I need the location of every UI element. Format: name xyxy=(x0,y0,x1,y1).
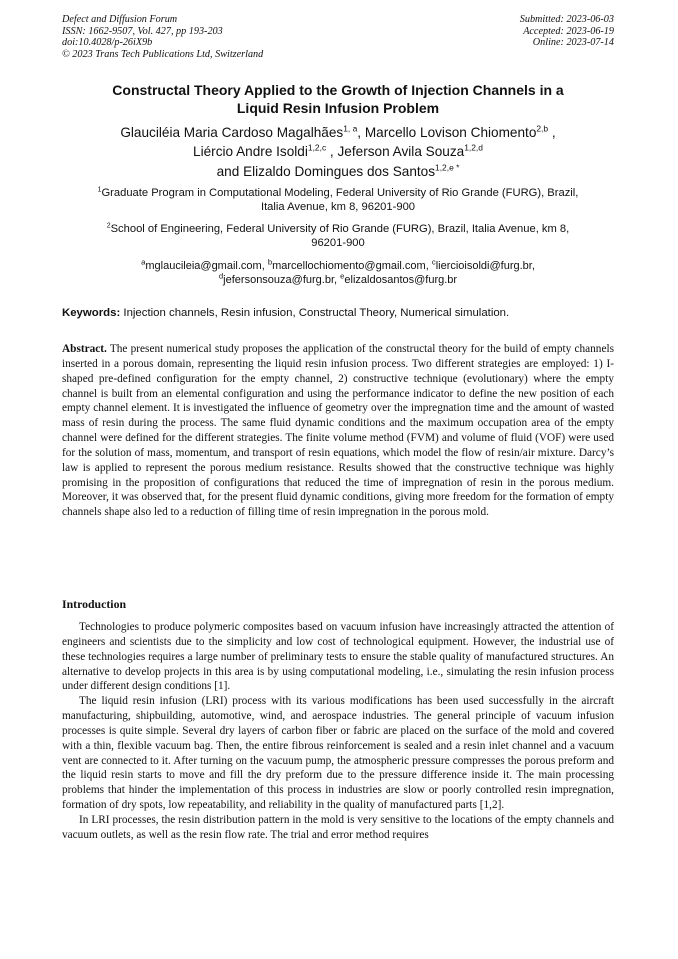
journal-header-right xyxy=(520,14,614,49)
email-line-1: $^a$mglaucileia@gmail.com, $^b$marcellochiomento@gmail.com, $^c$liercioisoldi@furg.br, xyxy=(141,257,535,272)
author-conjunction: and xyxy=(216,163,240,179)
keywords-label: Keywords: xyxy=(62,307,121,319)
email-marker: a xyxy=(141,257,146,267)
introduction-body xyxy=(62,620,614,843)
author-line-2: Liércio Andre Isoldi$^{1,2,c}$ , Jeferson Avila Souza$^{1,2,d}$ xyxy=(193,142,483,160)
author-line-3 xyxy=(62,162,614,181)
affiliation-2 xyxy=(62,222,614,250)
abstract-label: Abstract. xyxy=(62,343,107,355)
paper-title-line-1: Constructal Theory Applied to the Growth of Injection Channels in a xyxy=(112,82,564,98)
affiliation-number: 1 xyxy=(97,186,102,194)
paragraph: The liquid resin infusion (LRI) process with its various modifications has been used successfully in the aircraft manufacturing, shipbuilding, automotive, wind, and aerospace industries. The general principle of vacuum infusion processes is quite simple. Several dry layers of carbon fiber or fabric are placed on the surface of the mold and covered with a thin, flexible vacuum bag. Then, the entire fibrous reinforcement is sealed and a resin inlet channel and a vacuum vent are connected to it. After turning on the vacuum pump, the atmospheric pressure compresses the porous preform and the liquid resin starts to move and fill the dry preform due to the pressure difference inside it. The main processing problems that hinder the implementation of this process in industries are slow or poorly controlled resin impregnation, formation of dry spots, low repeatability, and reliability in the quality of manufactured parts [1,2]. xyxy=(62,695,614,812)
email-link[interactable]: mglaucileia@gmail.com xyxy=(145,260,262,272)
journal-doi[interactable]: doi:10.4028/p-26iX9b xyxy=(62,37,153,49)
affiliation-1-line-1 xyxy=(62,186,614,200)
email-link[interactable]: elizaldosantos@furg.br xyxy=(344,274,458,286)
email-marker: d xyxy=(218,271,224,281)
author-affiliation-marker: 2,b xyxy=(536,123,549,134)
email-marker: b xyxy=(267,257,273,267)
author-affiliation-marker: 1, a xyxy=(343,123,358,134)
author-name: Glauciléia Maria Cardoso Magalhães xyxy=(120,125,344,140)
affiliation-number: 2 xyxy=(106,222,111,230)
abstract-text: The present numerical study proposes the application of the constructal theory for the build of empty channels inserted in a porous domain, representing the liquid resin infusion process. Two different strategies are employed: 1) I-shaped pre-defined configuration for the empty channel, 2) constructive technique (evolutionary) where the empty channel is built from an elemental configuration and using the performance indicator to define the new position of each empty channel element. It is investigated the influence of geometry over the impregnation time and the amount of wasted mass of resin during the process. The same fluid dynamic conditions and the maximum occupation area of the empty channel were defined for the different strategies. The finite volume method (FVM) and volume of fluid (VOF) were used for the solution of mass, momentum, and transport of resin equations, which model the flow of resin/air mixture. Darcy’s law is applied to represent the porous medium resistance. Results showed that the constructive technique was highly promising in the proposition of configurations that reduced the time of impregnation of resin in the porous medium. Moreover, it was observed that, for the present fluid dynamic conditions, giving more freedom for the formation of empty channels shape also led to a reduction of filling time of resin impregnation in the porous mold. xyxy=(62,343,615,519)
author-affiliation-marker: 1,2,e * xyxy=(435,162,460,173)
email-marker: e xyxy=(340,271,345,281)
email-link[interactable]: marcellochiomento@gmail.com xyxy=(272,260,426,272)
email-marker: c xyxy=(431,257,436,267)
journal-copyright: © 2023 Trans Tech Publications Ltd, Switzerland xyxy=(62,48,264,60)
email-link[interactable]: jefersonsouza@furg.br xyxy=(223,274,335,286)
author-line-1: Glauciléia Maria Cardoso Magalhães$^{1, a}$, Marcello Lovison Chiomento$^{2,b}$ , xyxy=(120,123,556,140)
paper-title-line-2: Liquid Resin Infusion Problem xyxy=(236,100,440,116)
journal-header-left xyxy=(62,14,263,60)
affiliation-1 xyxy=(62,186,614,214)
author-name: Elizaldo Domingues dos Santos xyxy=(243,163,436,179)
paragraph: In LRI processes, the resin distribution pattern in the mold is very sensitive to the locations of the empty channels and vacuum outlets, as well as the resin flow rate. The trial and error method requires xyxy=(62,813,614,841)
affiliation-2-line-1 xyxy=(62,222,614,236)
submitted-date: Submitted: 2023-06-03 xyxy=(519,14,614,25)
abstract xyxy=(62,342,614,520)
author-name: Marcello Lovison Chiomento xyxy=(364,125,537,140)
author-name: Liércio Andre Isoldi xyxy=(193,144,308,160)
affiliation-text-cont: 96201-900 xyxy=(311,237,365,250)
affiliation-text: Graduate Program in Computational Modeling, Federal University of Rio Grande (FURG), Brazil, xyxy=(101,187,579,199)
accepted-date: Accepted: 2023-06-19 xyxy=(523,25,614,37)
keywords-text: Injection channels, Resin infusion, Constructal Theory, Numerical simulation. xyxy=(123,307,510,319)
journal-name: Defect and Diffusion Forum xyxy=(62,14,178,25)
author-list xyxy=(62,123,614,181)
author-affiliation-marker: 1,2,c xyxy=(307,142,327,153)
author-emails xyxy=(62,259,614,287)
author-name: Jeferson Avila Souza xyxy=(337,144,465,160)
keywords xyxy=(62,306,614,320)
paper-title xyxy=(62,81,614,117)
section-heading-introduction: Introduction xyxy=(62,597,127,611)
email-line-2: $^d$jefersonsouza@furg.br, $^e$elizaldosantos@furg.br xyxy=(218,271,458,286)
online-date: Online: 2023-07-14 xyxy=(532,37,614,49)
journal-issn: ISSN: 1662-9507, Vol. 427, pp 193-203 xyxy=(62,25,223,37)
author-affiliation-marker: 1,2,d xyxy=(464,142,483,153)
affiliation-text: School of Engineering, Federal University of Rio Grande (FURG), Brazil, Italia Avenue, km 8, xyxy=(110,223,570,235)
email-link[interactable]: liercioisoldi@furg.br xyxy=(435,260,532,272)
affiliation-text-cont: Italia Avenue, km 8, 96201-900 xyxy=(260,201,416,214)
paragraph: Technologies to produce polymeric composites based on vacuum infusion have increasingly attracted the attention of engineers and scientists due to the simplicity and low cost of technological equipment. However, the industrial use of these technologies requires a large number of preliminary tests to ensure the stable quality of manufactured structures. An alternative to develop projects in this area is by using computational modeling, i.e., simulating the resin infusion process under different design conditions [1]. xyxy=(62,621,614,693)
